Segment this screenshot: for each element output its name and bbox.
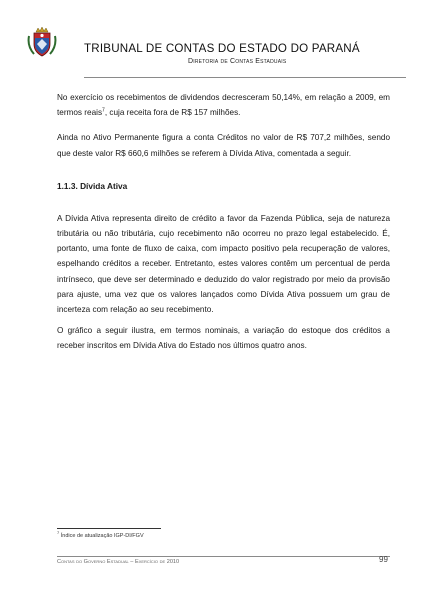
- page-header: [26, 26, 411, 74]
- page-number: 99: [379, 555, 388, 564]
- footnote: [57, 530, 144, 539]
- page-header-title: TRIBUNAL DE CONTAS DO ESTADO DO PARANÁ: [84, 42, 360, 55]
- footnote-reference: 7: [102, 107, 105, 114]
- page-body: [57, 90, 390, 354]
- section-heading: 1.1.3. Dívida Ativa: [57, 180, 128, 191]
- paragraph-dividends: [57, 90, 390, 120]
- paragraph-divida-ativa: A Dívida Ativa representa direito de crédito a favor da Fazenda Pública, seja de natureza tributária ou não tributária, cujo recebimento não ocorreu no prazo legal estabelecido. É, portanto, uma fonte de fluxo de caixa, com impacto positivo pela recuperação de valores, espelhando créditos a receber. Entretanto, estes valores contêm um percentual de perda intrínseco, que deve ser determinado e deduzido do valor registrado por meio da provisão para ajuste, uma vez que os valores lançados como Dívida Ativa possuem um grau de incerteza com relação ao seu recebimento.: [57, 213, 390, 315]
- coat-of-arms-icon: [26, 26, 58, 58]
- paragraph-chart-intro: O gráfico a seguir ilustra, em termos nominais, a variação do estoque dos créditos a receber inscritos em Dívida Ativa do Estado nos últimos quatro anos.: [57, 326, 390, 351]
- footer-text: Contas do Governo Estadual – Exercício de 2010: [57, 559, 180, 565]
- paragraph-dividends-text-a: No exercício os recebimentos de dividendos decresceram 50,14%, em relação a 2009, em termos reais: [57, 93, 390, 118]
- paragraph-permanent-assets: Ainda no Ativo Permanente figura a conta Créditos no valor de R$ 707,2 milhões, sendo que deste valor R$ 660,6 milhões se referem à Dívida Ativa, comentada a seguir.: [57, 133, 390, 158]
- footnote-divider: [57, 528, 161, 529]
- paragraph-dividends-text-b: , cuja receita fora de R$ 157 milhões.: [104, 108, 241, 118]
- footer-divider: [57, 556, 390, 557]
- footnote-number: 7: [57, 530, 60, 536]
- page-header-subtitle: Diretoria de Contas Estaduais: [188, 58, 287, 65]
- header-divider: [84, 77, 406, 78]
- footnote-text: Índice de atualização IGP-DI/FGV: [59, 533, 144, 539]
